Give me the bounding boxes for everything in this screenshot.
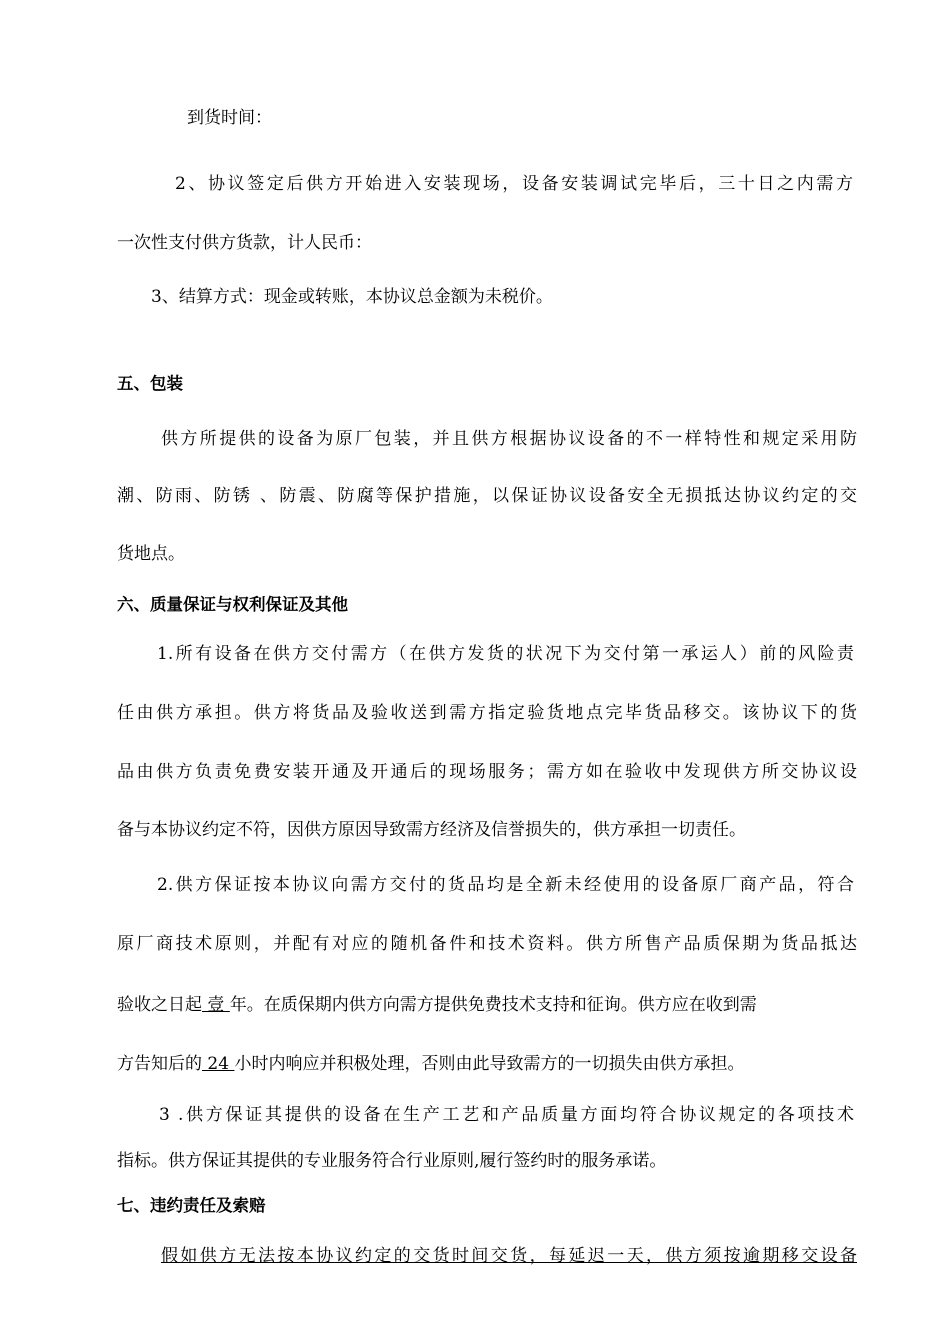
packaging-line-3: 货地点。 xyxy=(117,544,185,564)
warranty-period-value: 壹 xyxy=(202,995,230,1015)
quality-clause-2-line-4 xyxy=(117,1052,744,1076)
quality-clause-1-line-4: 备与本协议约定不符，因供方原因导致需方经济及信誉损失的，供方承担一切责任。 xyxy=(117,820,746,840)
quality-clause-2-line-3 xyxy=(117,993,757,1017)
quality-clause-2-line-1: 2.供方保证按本协议向需方交付的货品均是全新未经使用的设备原厂商产品，符合 xyxy=(157,875,854,895)
quality-clause-1-line-1: 1.所有设备在供方交付需方（在供方发货的状况下为交付第一承运人）前的风险责 xyxy=(157,644,854,664)
quality-clause-2-line-2: 原厂商技术原则，并配有对应的随机备件和技术资料。供方所售产品质保期为货品抵达 xyxy=(117,934,857,954)
quality-clause-3-line-1: 3 .供方保证其提供的设备在生产工艺和产品质量方面均符合协议规定的各项技术 xyxy=(159,1105,854,1125)
quality-clause-1-line-2: 任由供方承担。供方将货品及验收送到需方指定验货地点完毕货品移交。该协议下的货 xyxy=(117,703,857,723)
packaging-line-1: 供方所提供的设备为原厂包装，并且供方根据协议设备的不一样特性和规定采用防 xyxy=(161,429,857,449)
response-text-b: 小时内响应并积极处理，否则由此导致需方的一切损失由供方承担。 xyxy=(234,1054,745,1074)
packaging-line-2: 潮、防雨、防锈 、防震、防腐等保护措施，以保证协议设备安全无损抵达协议约定的交 xyxy=(117,486,857,506)
breach-clause-line-1: 假如供方无法按本协议约定的交货时间交货，每延迟一天，供方须按逾期移交设备 xyxy=(161,1246,857,1266)
response-text-a: 方告知后的 xyxy=(117,1054,202,1074)
response-hours-value: 24 xyxy=(202,1054,235,1074)
warranty-text-a: 验收之日起 xyxy=(117,995,202,1015)
section-6-heading: 六、质量保证与权利保证及其他 xyxy=(117,595,348,614)
payment-clause-3: 3、结算方式：现金或转账，本协议总金额为未税价。 xyxy=(151,287,553,307)
section-5-heading: 五、包装 xyxy=(117,374,183,393)
section-7-heading: 七、违约责任及索赔 xyxy=(117,1196,266,1215)
warranty-text-b: 年。在质保期内供方向需方提供免费技术支持和征询。供方应在收到需 xyxy=(229,995,757,1015)
payment-clause-2-line-1: 2、协议签定后供方开始进入安装现场，设备安装调试完毕后，三十日之内需方 xyxy=(175,174,853,194)
payment-clause-2-line-2: 一次性支付供方货款，计人民币： xyxy=(117,233,372,253)
quality-clause-3-line-2: 指标。供方保证其提供的专业服务符合行业原则,履行签约时的服务承诺。 xyxy=(117,1151,667,1171)
quality-clause-1-line-3: 品由供方负责免费安装开通及开通后的现场服务；需方如在验收中发现供方所交协议设 xyxy=(117,762,857,782)
delivery-time-line: 到货时间： xyxy=(187,108,272,128)
